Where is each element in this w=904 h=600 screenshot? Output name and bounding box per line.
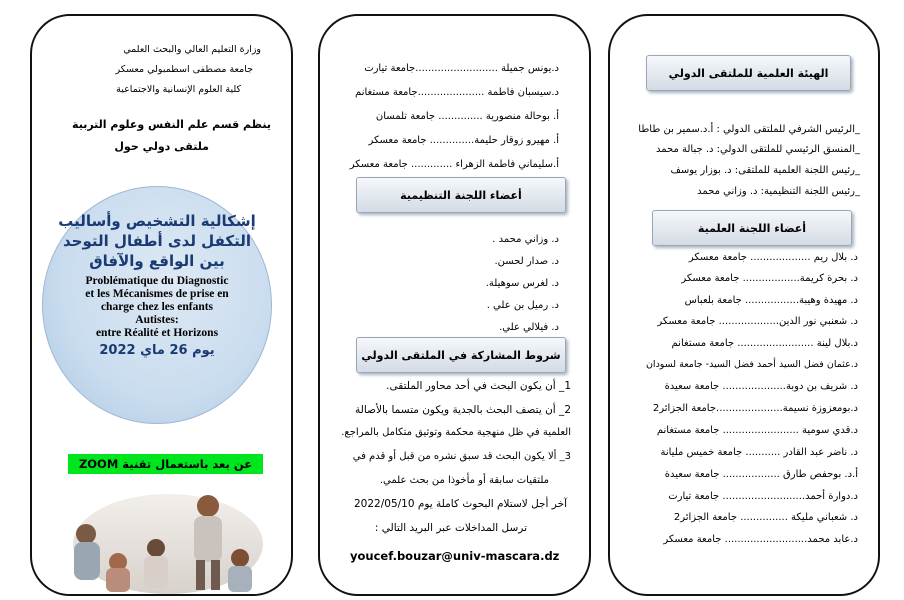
scientific-committee-heading: أعضاء اللجنة العلمية [652,210,852,246]
scientific-member: د.دوارة أحمد.......................... جامعة تيارت [668,491,858,502]
scientific-member: د.قدي سومية ........................ جامعة مستغانم [656,425,858,436]
children-illustration [58,484,270,596]
member-row: أ.سليماني فاطمة الزهراء ............. جامعة معسكر [349,159,559,170]
committee-panel [608,14,880,596]
organizing-member: د. وزاني محمد . [492,234,559,245]
organizing-committee-heading: أعضاء اللجنة التنظيمية [356,177,566,213]
condition-line: ملتقيات سابقة أو مأخوذا من بحث علمي. [379,475,549,486]
organizing-member: د. صدار لحسن. [494,256,559,267]
title-fr-line-3: charge chez les enfants [100,301,214,313]
organizing-member: د. لغرس سوهيلة. [485,278,559,289]
participation-conditions-heading: شروط المشاركة في الملتقى الدولي [356,337,566,373]
title-ar-line-1: إشكالية التشخيص وأساليب [58,212,256,230]
title-bubble [42,186,272,424]
member-row: د.يونس جميلة ..........................جامعة تيارت [364,63,559,74]
scientific-member: د. بحرة كريمة.................. جامعة معسكر [681,273,858,284]
condition-line: 1_ أن يكون البحث في أحد محاور الملتقى. [386,380,571,392]
scientific-member: د. شعنبي نور الدين................... جامعة معسكر [657,316,858,327]
scientific-member: د. شعباني مليكة ............... جامعة الجزائر2 [673,512,858,523]
organizer-line: ينظم قسم علم النفس وعلوم التربية [72,118,271,131]
member-row: أ. بوحالة منصورية .............. جامعة تلمسان [375,111,559,122]
contact-email[interactable]: youcef.bouzar@univ-mascara.dz [350,549,560,563]
ministry-line: وزارة التعليم العالي والبحث العلمي [123,44,261,55]
scientific-body-heading: الهيئة العلمية للملتقى الدولي [646,55,851,91]
event-date: يوم 26 ماي 2022 [99,343,215,358]
deadline-text: آخر أجل لاستلام البحوث كاملة يوم 2022/05/10 [354,498,567,510]
title-fr-line-5: entre Réalité et Horizons [95,327,219,339]
event-line: ملتقى دولي حول [114,140,209,153]
scientific-member: د.عثمان فضل السيد أحمد فضل السيد- جامعة لسودان [645,359,858,370]
scientific-member: د. ناضر عبد القادر ........... جامعة خميس مليانة [660,447,858,458]
scientific-member: د.بومعزوزة نسيمة.....................جامعة الجزائر2 [652,403,858,414]
officer-row: _الرئيس الشرفي للملتقى الدولي : أ.د.سمير بن طاطا [638,124,860,135]
title-fr-line-4: Autistes: [135,314,179,326]
scientific-member: د. مهيدة وهيبة................. جامعة بلعباس [684,295,858,306]
info-panel [318,14,591,596]
officer-row: _المنسق الرئيسي للملتقى الدولي: د. جبالة محمد [656,144,860,155]
condition-line: العلمية في ظل منهجية محكمة وتوثيق متكامل بالمراجع. [341,427,571,438]
organizing-member: د. فيلالي علي. [499,322,559,333]
title-ar-line-3: بين الواقع والآفاق [89,252,225,270]
title-ar-line-2: التكفل لدى أطفال التوحد [62,232,251,250]
member-row: أ. مهيرو زوقار حليمة.............. جامعة معسكر [368,135,559,146]
title-fr-line-1: Problématique du Diagnostic [85,275,229,287]
officer-row: _رئيس اللجنة العلمية للملتقى: د. بوزار يوسف [670,165,860,176]
faculty-line: كلية العلوم الإنسانية والاجتماعية [116,84,241,95]
university-line: جامعة مصطفى اسطمبولي معسكر [115,64,253,75]
condition-line: 2_ أن يتصف البحث بالجدية ويكون متسما بالأصالة [355,404,571,416]
cover-panel [30,14,293,596]
send-to-text: ترسل المداخلات عبر البريد التالي : [374,522,527,534]
organizing-member: د. رميل بن علي . [486,300,559,311]
zoom-badge: عن بعد باستعمال تقنية ZOOM [68,454,263,474]
officer-row: _رئيس اللجنة التنظيمية: د. وزاني محمد [697,186,860,197]
title-fr-line-2: et les Mécanismes de prise en [85,288,229,300]
condition-line: 3_ ألا يكون البحث قد سبق نشره من قبل أو قدم في [352,451,571,462]
member-row: د.سيسبان فاطمة .....................جامعة مستغانم [355,87,559,98]
scientific-member: د.عابد محمد.......................... جامعة معسكر [663,534,858,545]
scientific-member: د. شريف بن دوبة.................... جامعة سعيدة [664,381,858,392]
scientific-member: د.بلال لينة ........................ جامعة مستغانم [671,338,858,349]
scientific-member: أ.د. بوحفص طارق .................. جامعة سعيدة [664,469,858,480]
scientific-member: د. بلال ريم ................... جامعة معسكر [688,252,858,263]
